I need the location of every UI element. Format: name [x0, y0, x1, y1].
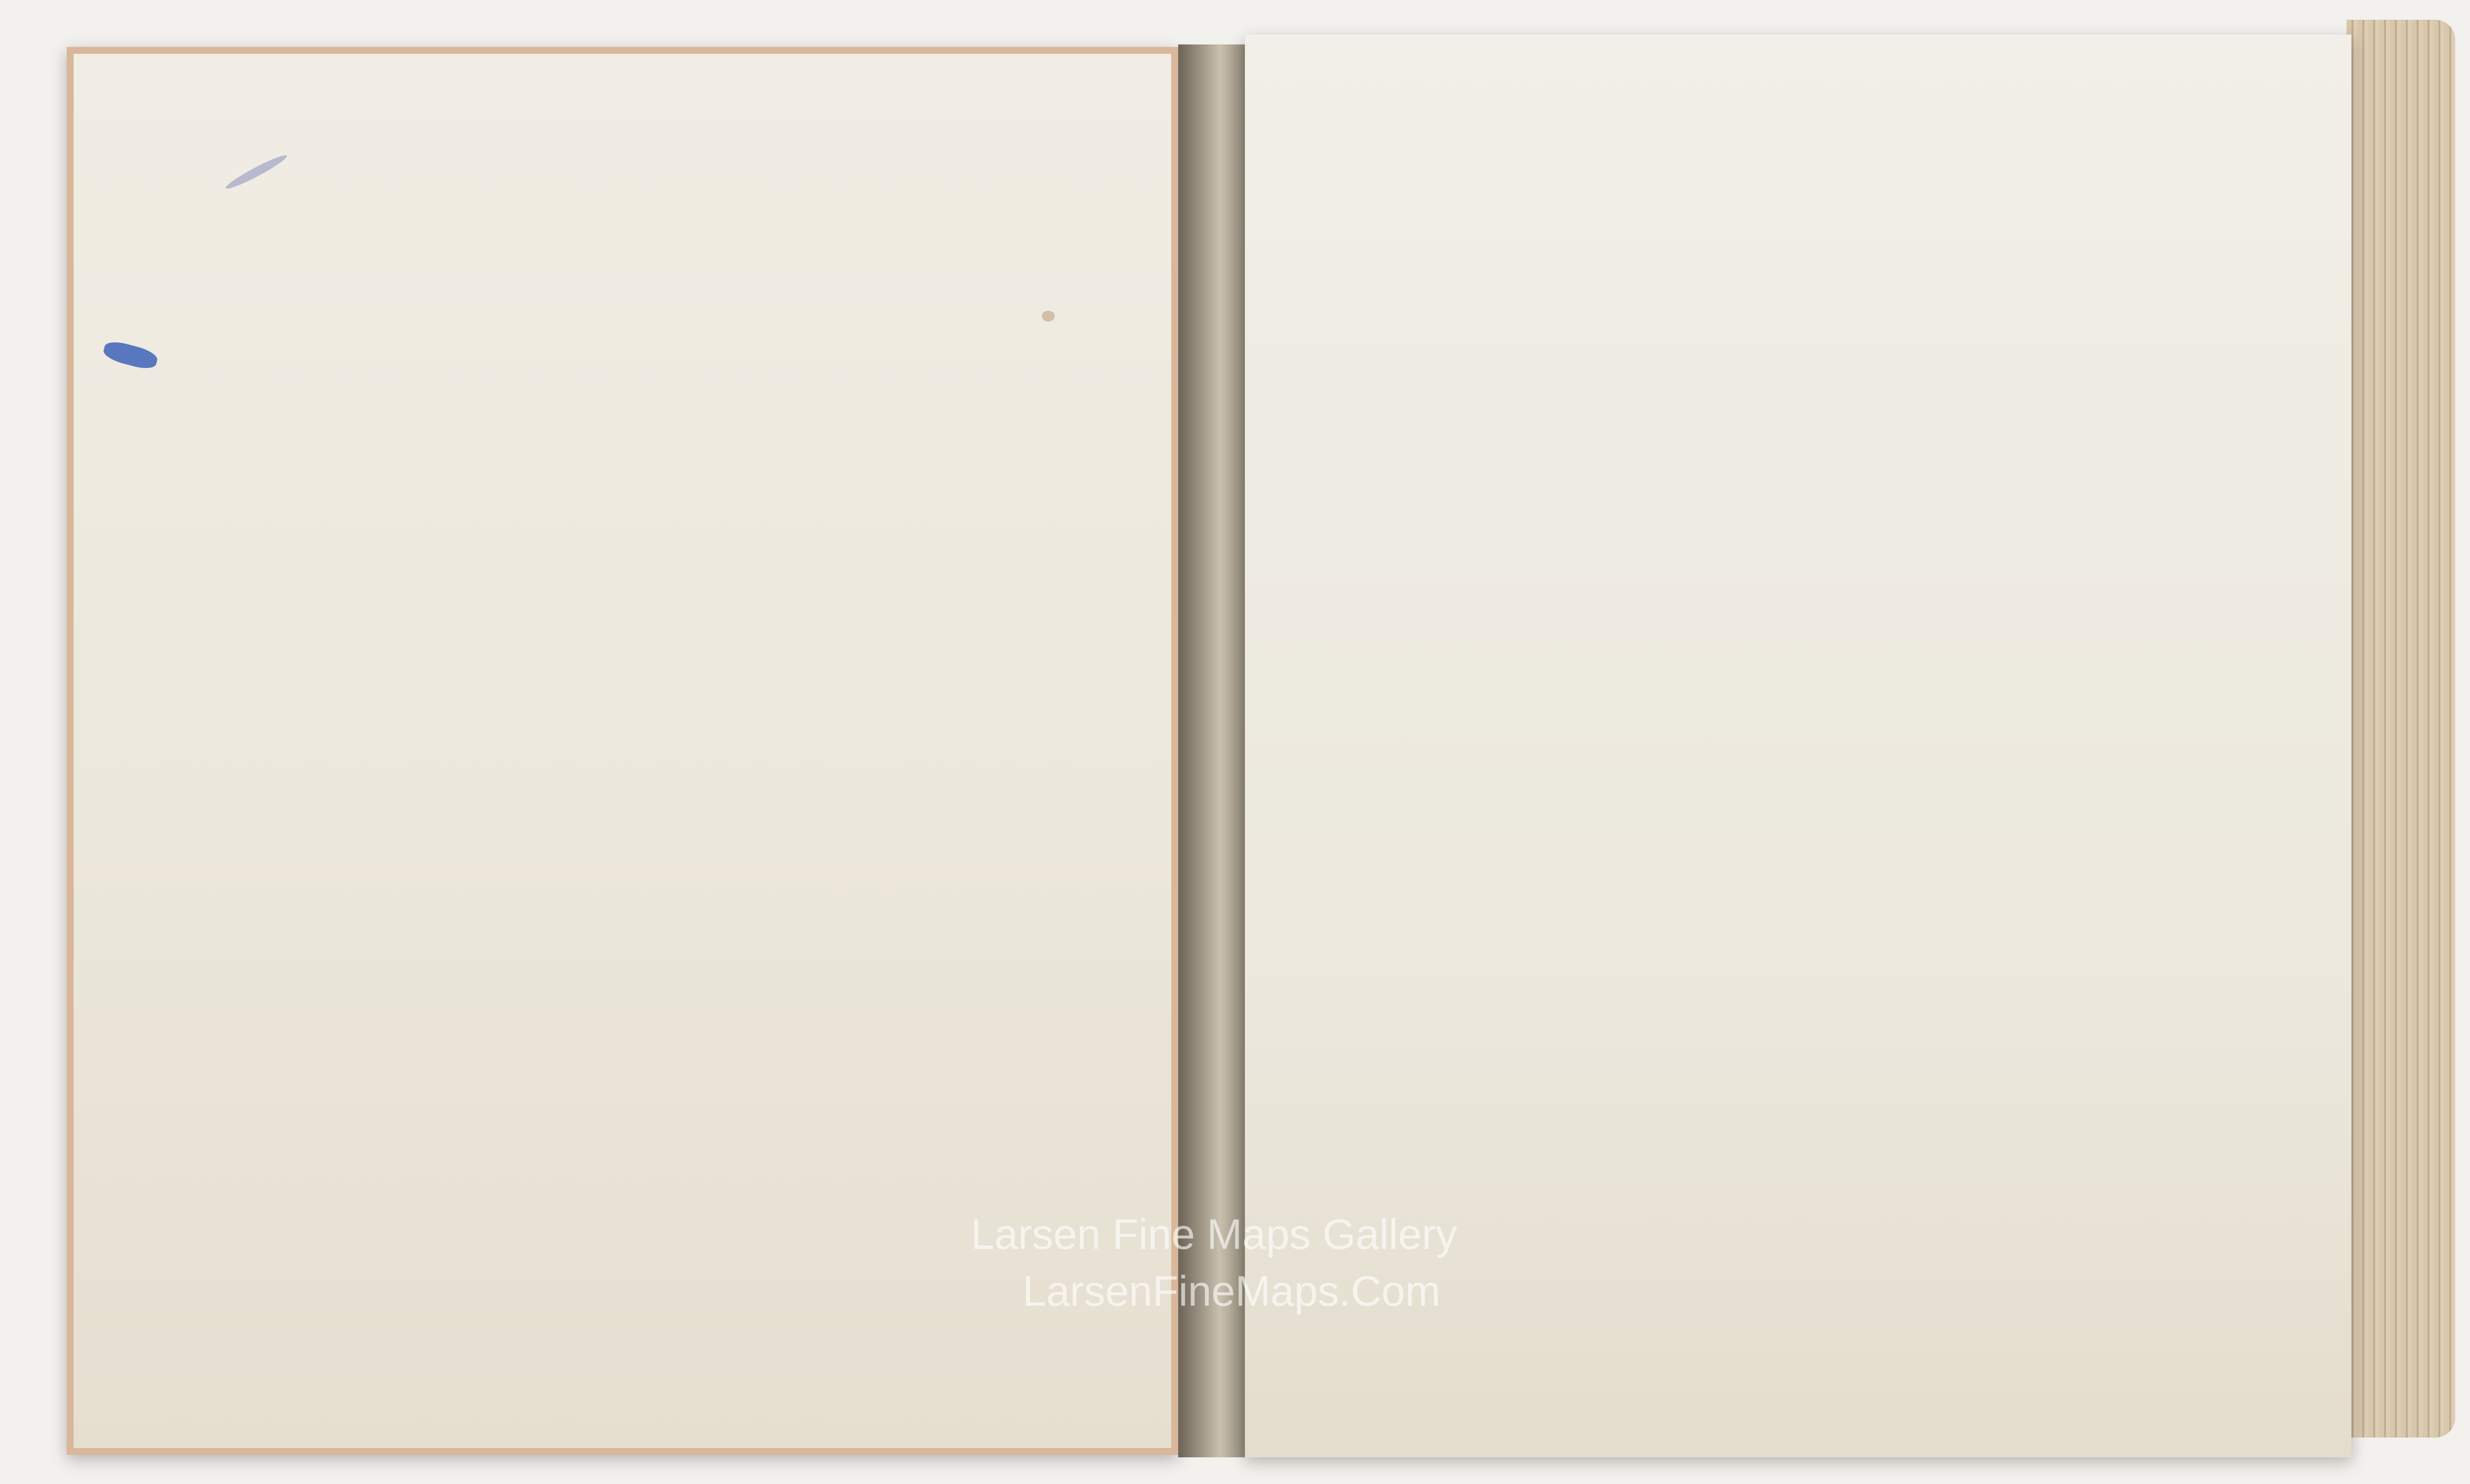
watermark-gallery: Larsen Fine Maps Gallery — [971, 1211, 1457, 1258]
watermark-url: LarsenFineMaps.Com — [1023, 1268, 1441, 1315]
foxing-spot — [1042, 311, 1055, 322]
ink-stain — [102, 338, 160, 371]
page-edges — [2346, 20, 2455, 1438]
ink-stain — [224, 152, 289, 192]
